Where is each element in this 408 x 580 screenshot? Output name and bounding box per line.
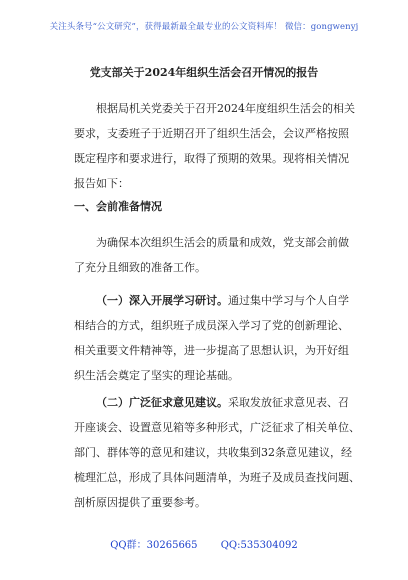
contact-footer <box>0 536 408 551</box>
paragraph-line: 报告如下： <box>74 177 129 190</box>
item-two-text: 采取发放征求意见表、召 <box>228 396 349 409</box>
section-intro-paragraph <box>74 230 349 280</box>
paragraph-line: 了充分且细致的准备工作。 <box>74 261 206 274</box>
qq-group-text: QQ群：30265665 <box>110 540 198 551</box>
item-two-paragraph <box>74 390 360 515</box>
section-heading: 一、会前准备情况 <box>74 200 162 213</box>
qq-number-text: QQ:535304092 <box>220 540 298 551</box>
paragraph-line <box>74 390 349 415</box>
promo-banner: 关注头条号“公文研究”，获得最新最全最专业的公文资料库！ 微信：gongwenyj <box>49 22 359 32</box>
item-one-label: （一）深入开展学习研讨。 <box>96 294 228 307</box>
paragraph-line: 既定程序和要求进行，取得了预期的效果。现将相关情况 <box>74 152 349 165</box>
item-two-label: （二）广泛征求意见建议。 <box>96 396 228 409</box>
item-one-text: 通过集中学习与个人自学 <box>228 294 349 307</box>
paragraph-line: 要求，支委班子于近期召开了组织生活会，会议严格按照 <box>74 127 349 140</box>
paragraph-line: 织生活会奠定了坚实的理论基础。 <box>74 369 239 382</box>
paragraph-line: 相关重要文件精神等，进一步提高了思想认识，为开好组 <box>74 344 349 357</box>
paragraph-line: 相结合的方式，组织班子成员深入学习了党的创新理论、 <box>74 319 349 332</box>
item-one-paragraph <box>74 288 349 388</box>
paragraph-line <box>74 288 349 313</box>
document-title: 党支部关于2024年组织生活会召开情况的报告 <box>89 66 319 79</box>
paragraph-line: 开座谈会、设置意见箱等多种形式，广泛征求了相关单位、 <box>74 421 360 434</box>
paragraph-line: 根据局机关党委关于召开2024年度组织生活会的相关 <box>96 102 355 115</box>
paragraph-line: 部门、群体等的意见和建议，共收集到32条意见建议，经 <box>74 446 352 459</box>
intro-paragraph <box>74 96 355 196</box>
paragraph-line: 为确保本次组织生活会的质量和成效，党支部会前做 <box>96 236 349 249</box>
paragraph-line: 剖析原因提供了重要参考。 <box>74 496 206 509</box>
paragraph-line: 梳理汇总，形成了具体问题清单，为班子及成员查找问题、 <box>74 471 360 484</box>
